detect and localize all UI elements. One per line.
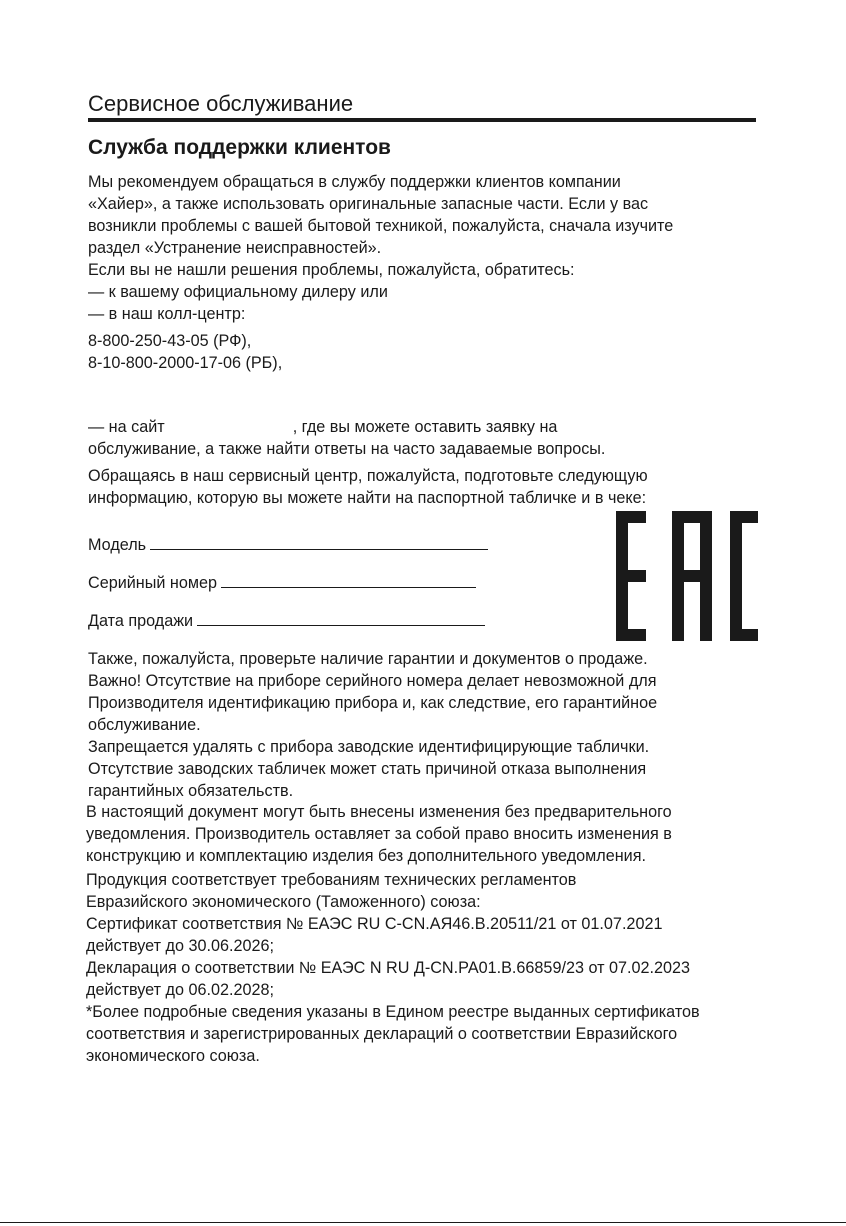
serial-blank (221, 573, 476, 588)
warranty-line: Отсутствие заводских табличек может стать причиной отказа выполнения (88, 760, 647, 778)
model-label: Модель (88, 536, 147, 554)
notice-line: В настоящий документ могут быть внесены изменения без предварительного (86, 803, 672, 821)
intro-line: возникли проблемы с вашей бытовой техникой, пожалуйста, сначала изучите (88, 217, 674, 235)
registry-note: соответствия и зарегистрированных деклараций о соответствии Евразийского (86, 1025, 678, 1043)
serial-field (88, 572, 476, 594)
site-line-end: , где вы можете оставить заявку на (292, 418, 558, 436)
notice-line: Продукция соответствует требованиям технических регламентов (86, 871, 577, 889)
warranty-line: обслуживание. (88, 716, 201, 734)
warranty-line: Производителя идентификацию прибора и, как следствие, его гарантийное (88, 694, 658, 712)
intro-line: — к вашему официальному дилеру или (88, 283, 388, 301)
warranty-line: Также, пожалуйста, проверьте наличие гарантии и документов о продаже. (88, 650, 648, 668)
site-line-2: обслуживание, а также найти ответы на часто задаваемые вопросы. (88, 440, 606, 458)
intro-line: «Хайер», а также использовать оригинальные запасные части. Если у вас (88, 195, 649, 213)
model-field (88, 534, 488, 556)
prep-line: Обращаясь в наш сервисный центр, пожалуйста, подготовьте следующую (88, 467, 648, 485)
intro-line: Мы рекомендуем обращаться в службу поддержки клиентов компании (88, 173, 621, 191)
prep-line: информацию, которую вы можете найти на паспортной табличке и в чеке: (88, 489, 647, 507)
date-field (88, 610, 485, 632)
certificate-validity: действует до 30.06.2026; (86, 937, 274, 955)
serial-label: Серийный номер (88, 574, 217, 592)
phone-number: 8-10-800-2000-17-06 (РБ), (88, 354, 283, 372)
warranty-line: Запрещается удалять с прибора заводские идентифицирующие таблички. (88, 738, 650, 756)
intro-line: раздел «Устранение неисправностей». (88, 239, 382, 257)
eac-mark-icon (616, 511, 758, 641)
date-blank (197, 611, 485, 626)
notice-line: уведомления. Производитель оставляет за собой право вносить изменения в (86, 825, 672, 843)
declaration-validity: действует до 06.02.2028; (86, 981, 274, 999)
intro-line: Если вы не нашли решения проблемы, пожалуйста, обратитесь: (88, 261, 575, 279)
notice-line: конструкцию и комплектацию изделия без дополнительного уведомления. (86, 847, 646, 865)
warranty-line: Важно! Отсутствие на приборе серийного номера делает невозможной для (88, 672, 657, 690)
intro-line: — в наш колл-центр: (88, 305, 246, 323)
notice-line: Евразийского экономического (Таможенного) союза: (86, 893, 481, 911)
warranty-line: гарантийных обязательств. (88, 782, 294, 800)
declaration-line: Декларация о соответствии № ЕАЭС N RU Д-CN.РА01.В.66859/23 от 07.02.2023 (86, 959, 691, 977)
section-header: Сервисное обслуживание (88, 90, 756, 122)
registry-note: *Более подробные сведения указаны в Едином реестре выданных сертификатов (86, 1003, 700, 1021)
site-line-start: — на сайт (88, 418, 165, 436)
registry-note: экономического союза. (86, 1047, 260, 1065)
model-blank (150, 535, 488, 550)
bottom-divider (0, 1222, 846, 1223)
phone-number: 8-800-250-43-05 (РФ), (88, 332, 252, 350)
page-title: Служба поддержки клиентов (88, 136, 391, 159)
date-label: Дата продажи (88, 612, 194, 630)
site-line (88, 416, 557, 438)
certificate-line: Сертификат соответствия № ЕАЭС RU C-CN.АЯ46.В.20511/21 от 01.07.2021 (86, 915, 663, 933)
